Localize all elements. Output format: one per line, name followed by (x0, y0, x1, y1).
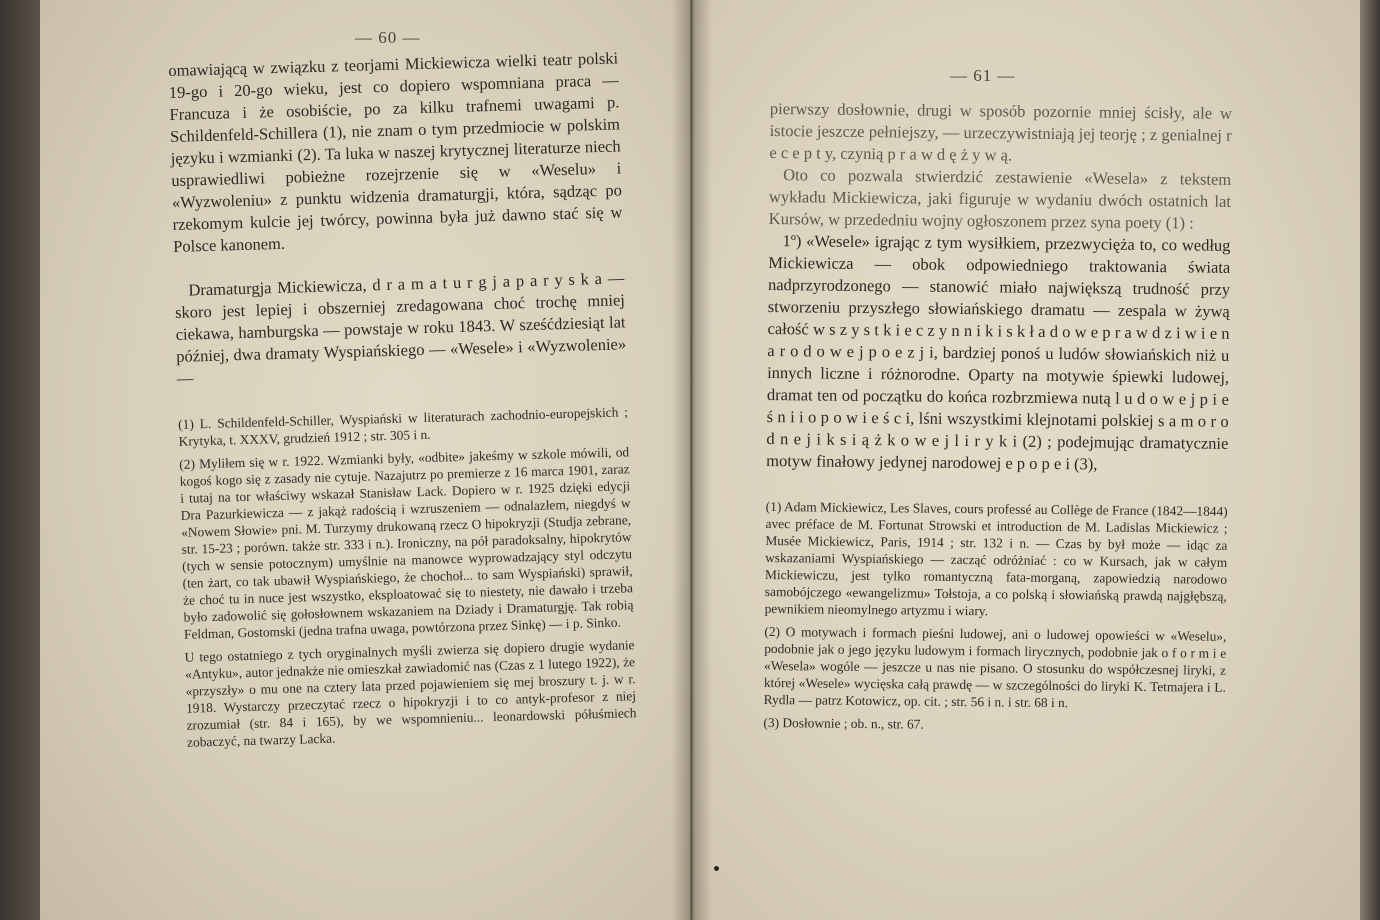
left-footnote-1: (1) L. Schildenfeld-Schiller, Wyspiański w literaturach zachodnio-europejskich ; Krytyka, t. XXXV, grudzień 1912 ; str. 305 i n. (177, 404, 629, 449)
right-footnote-3: (3) Dosłownie ; ob. n., str. 67. (763, 714, 924, 732)
right-page (692, 0, 1360, 920)
left-footnote-2-continued: U tego ostatniego z tych oryginalnych myśli zwierza się dopiero drugie wydanie «Antyku», autor jednakże nie omieszkał zawiadomić nas (Czas z 1 lutego 1922), że «przyszły» o mu one na cztery lata przed pojawieniem się mej broszury t. j. w r. 1918. Wystarczy przeczytać rzecz o hipokryzji i to co antyk-profesor z niej zrozumiał (str. 84 i 165), by we wspomnieniu... leonardowski półuśmiech zobaczyć, na twarzy Lacka. (184, 637, 637, 750)
right-footnotes (763, 498, 1227, 736)
left-footnotes (178, 403, 637, 750)
right-footnote-2: (2) O motywach i formach pieśni ludowej, ani o ludowej opowieści w «Weselu», podobnie jak o jego języku ludowym i formach lirycznych, podobnie jak o f o r m i e «Wesela» wogóle — jeszcze u nas nie pisano. O stosunku do współczesnej liryki, z której «Wesele» wycięska całą prawdę — w szczególności do liryki K. Tetmajera i L. Rydla — patrz Kotowicz, op. cit. ; str. 56 i n. i str. 68 i n. (763, 623, 1227, 711)
ink-spot (714, 866, 719, 871)
right-footnote-1: (1) Adam Mickiewicz, Les Slaves, cours professé au Collège de France (1842—1844) avec préface de M. Fortunat Strowski et introduction de M. Ladislas Mickiewicz ; Musée Mickiewicz, Paris, 1914 ; str. 132 i n. — Czas by był może — idąc za wskazaniami Wyspiańskiego — zacząć odróżniać : co w Kursach, jak w całym Mickiewiczu, jest tylko romantyczną fata-morganą, zapowiedzią narodowo samobójczego «ewangelizmu» Tołstoja, a co polską i słowiańską prawdą najgłębszą, pewnikiem nieomylnego artyzmu i wiary. (764, 498, 1228, 619)
right-page-number: — 61 — (950, 66, 1016, 85)
left-footnote-2: (2) Myliłem się w r. 1922. Wzmianki były, «odbite» jakeśmy w szkole mówili, od kogoś kogo się z zasady nie cytuje. Nazajutrz po premierze z 16 marca 1901, zaraz i tutaj na tor właściwy wskazał Stanisław Lack. Dopiero w r. 1925 dzięki edycji Dra Pazurkiewicza — z jakąż radością i wzruszeniem — odnalazłem, niegdyś w «Nowem Słowie» pni. M. Turzymy drukowaną rzecz O hipokryzji (Studja zebrane, str. 15-23 ; porówn. także str. 333 i n.). Ironiczny, na pół paradoksalny, hipokrytów (tych w sensie potocznym) umyślnie na manowce wyprowadzający styl odczytu (ten żart, co tak ubawił Wyspiańskiego, że chochoł... to sam Wyspiański) sprawił, że choć tu in nuce jest wszystko, eksploatować się to niestety, nie dawało i trzeba było zadowolić się gołosłownem wskazaniem na Dziady i Dramaturgję. Tak robią Feldman, Gostomski (jedna trafna uwaga, powtórzona przez Sinkę) — i p. Sinko. (179, 444, 634, 642)
left-page (40, 0, 690, 920)
left-paragraph-1: omawiającą w związku z teorjami Mickiewicza wielki teatr polski 19-go i 20-go wieku, jest co dopiero wspomniana praca — Francuza i że osobiście, po za kilku trafnemi uwagami p. Schildenfeld-Schillera (1), nie znam o tym przedmiocie w polskim języku i wzmianki (2). Ta luka w naszej krytycznej literaturze niech usprawiedliwi pobieżne rozejrzenie się w «Weselu» i «Wyzwoleniu» z punktu widzenia dramaturgji, która, sądząc po rzekomym kulcie jej twórcy, powinna była już dawno stać się w Polsce kanonem. (168, 48, 623, 256)
right-paragraph-1: pierwszy dosłownie, drugi w sposób pozornie mniej ścisły, ale w istocie jeszcze pełniejszy, — urzeczywistniają jej teorję ; z genialnej r e c e p t y, czynią p r a w d ę ż y w ą. (769, 98, 1232, 165)
right-page-text (763, 98, 1232, 742)
right-paragraph-3: 1º) «Wesele» igrając z tym wysiłkiem, przezwycięża to, co według Mickiewicza — obok odpowiedniego traktowania świata nadprzyrodzonego — stanowić miało największą trudność przy stworzeniu przyszłego słowiańskiego dramatu — zespala w żywą całość w s z y s t k i e c z y n n i k i s k ł a d o w e p r a w d z i w i e n a r o d o w e j p o e z j i, bardziej ponoś u ludów słowiańskich niż u innych liczne i różnorodne. Oparty na motywie śpiewki ludowej, dramat ten od początku do końca rozbrzmiewa nutą l u d o w e j p i e ś n i i o p o w i e ś c i, lśni wszystkimi klejnotami polskiej s a m o r o d n e j i k s i ą ż k o w e j l i r y k i (2) ; podejmując dramatycznie motyw finałowy jedynej narodowej e p o p e i (3), (766, 231, 1231, 474)
right-paragraph-2: Oto co pozwala stwierdzić zestawienie «Wesela» z tekstem wykładu Mickiewicza, jaki figuruje w wydaniu dwóch ostatnich lat Kursów, w przededniu wojny ogłoszonem przez syna poety (1) : (768, 165, 1232, 233)
left-page-number: — 60 — (355, 28, 421, 47)
left-paragraph-2: Dramaturgja Mickiewicza, d r a m a t u r g j a p a r y s k a — skoro jest lepiej i obszerniej zredagowana choć trochę mniej ciekawa, hamburgska — powstaje w roku 1843. W sześćdziesiąt lat później, dwa dramaty Wyspiańskiego — «Wesele» i «Wyzwolenie» — (174, 268, 627, 388)
left-page-text (168, 47, 637, 756)
